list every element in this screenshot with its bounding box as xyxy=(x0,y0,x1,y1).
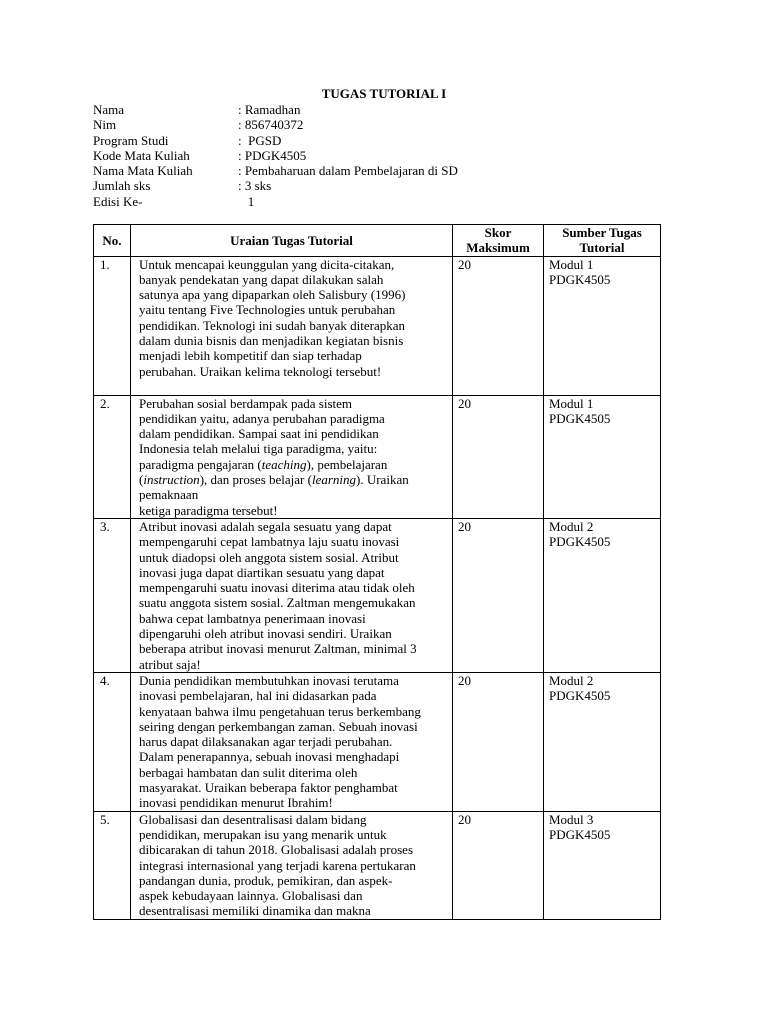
source-modul: Modul 2 xyxy=(549,672,594,688)
row-description xyxy=(131,672,453,811)
table-row xyxy=(94,811,661,919)
desc-emphasis: learning xyxy=(311,472,357,488)
table-row xyxy=(94,672,661,811)
info-value: : Ramadhan xyxy=(238,102,301,117)
row-description xyxy=(131,256,453,395)
info-value: : PDGK4505 xyxy=(238,147,307,163)
description-text: Untuk mencapai keunggulan yang dicita-citakan, banyak pendekatan yang dapat dilakukan salah satunya apa yang dipaparkan oleh Salisbury (1996) yaitu tentang Five Technologies untuk perubahan pendidikan. Teknologi ini sudah banyak diterapkan dalam dunia bisnis dan menjadikan kegiatan bisnis menjadi lebih kompetitif dan siap terhadap perubahan. Uraikan kelima teknologi tersebut! xyxy=(139,256,406,379)
row-score: 20 xyxy=(453,672,544,811)
row-source xyxy=(544,811,661,919)
info-row-nama-mata-kuliah xyxy=(93,163,458,178)
student-info xyxy=(93,102,458,209)
row-source xyxy=(544,395,661,518)
info-label: Nama Mata Kuliah xyxy=(93,163,193,179)
info-label: Kode Mata Kuliah xyxy=(93,147,190,163)
row-source xyxy=(544,256,661,395)
row-score: 20 xyxy=(453,395,544,518)
table-row xyxy=(94,518,661,672)
info-value: : 3 sks xyxy=(238,178,272,194)
source-code: PDGK4505 xyxy=(549,534,611,550)
description-text: Atribut inovasi adalah segala sesuatu yang dapat mempengaruhi cepat lambatnya laju suatu inovasi untuk diadopsi oleh anggota sistem sosial. Atribut inovasi juga dapat diartikan sesuatu yang dapat mempengaruhi suatu inovasi diterima atau tidak oleh suatu anggota sistem sosial. Zaltman mengemukakan bahwa cepat lambatnya penerimaan inovasi dipengaruhi oleh atribut inovasi sendiri. Uraikan beberapa atribut inovasi menurut Zaltman, minimal 3 atribut saja! xyxy=(139,518,417,672)
source-code: PDGK4505 xyxy=(549,410,611,426)
task-table xyxy=(93,224,661,920)
row-description xyxy=(131,811,453,919)
header-skor: Skor Maksimum xyxy=(453,225,544,257)
row-description xyxy=(131,395,453,518)
info-row-nim xyxy=(93,117,458,132)
row-number: 5. xyxy=(94,811,131,919)
row-number: 2. xyxy=(94,395,131,518)
info-row-kode-mata-kuliah xyxy=(93,148,458,163)
info-label: Edisi Ke- xyxy=(93,193,143,209)
row-score: 20 xyxy=(453,518,544,672)
source-modul: Modul 2 xyxy=(549,518,594,534)
info-label: Program Studi xyxy=(93,132,169,148)
desc-part: ). Uraikan pemaknaan ketiga paradigma tersebut! xyxy=(139,472,409,518)
info-row-jumlah-sks xyxy=(93,178,458,193)
row-number: 3. xyxy=(94,518,131,672)
source-modul: Modul 1 xyxy=(549,395,594,411)
row-source xyxy=(544,672,661,811)
description-text: Globalisasi dan desentralisasi dalam bidang pendidikan, merupakan isu yang menarik untuk dibicarakan di tahun 2018. Globalisasi adalah proses integrasi internasional yang terjadi karena pertukaran pandangan dunia, produk, pemikiran, dan aspek- aspek kebudayaan lainnya. Globalisasi dan desentralisasi memiliki dinamika dan makna xyxy=(139,811,416,919)
info-value: 1 xyxy=(238,193,255,209)
description-text xyxy=(139,396,448,518)
description-text: Dunia pendidikan membutuhkan inovasi terutama inovasi pembelajaran, hal ini didasarkan pada kenyataan bahwa ilmu pengetahuan terus berkembang seiring dengan perkembangan zaman. Sebuah inovasi harus dapat dilaksanakan agar terjadi perubahan. Dalam penerapannya, sebuah inovasi menghadapi berbagai hambatan dan sulit diterima oleh masyarakat. Uraikan beberapa faktor penghambat inovasi pendidikan menurut Ibrahim! xyxy=(139,672,421,811)
table-row xyxy=(94,256,661,395)
header-sumber: Sumber Tugas Tutorial xyxy=(544,225,661,257)
header-no: No. xyxy=(94,225,131,257)
row-score: 20 xyxy=(453,256,544,395)
desc-emphasis: instruction xyxy=(143,472,200,488)
info-value: : Pembaharuan dalam Pembelajaran di SD xyxy=(238,163,458,179)
info-row-nama xyxy=(93,102,458,117)
desc-part: Perubahan sosial berdampak pada sistem pendidikan yaitu, adanya perubahan paradigma dalam pendidikan. Sampai saat ini pendidikan Indonesia telah melalui tiga paradigma, yaitu: paradigma pengajaran ( xyxy=(139,395,385,472)
source-modul: Modul 3 xyxy=(549,811,594,827)
header-uraian: Uraian Tugas Tutorial xyxy=(131,225,453,257)
source-code: PDGK4505 xyxy=(549,688,611,704)
desc-emphasis: teaching xyxy=(261,456,307,472)
row-number: 1. xyxy=(94,256,131,395)
info-label: Jumlah sks xyxy=(93,178,151,194)
info-row-edisi xyxy=(93,194,458,209)
info-row-program-studi xyxy=(93,133,458,148)
source-code: PDGK4505 xyxy=(549,271,611,287)
info-value: : 856740372 xyxy=(238,117,304,133)
row-description xyxy=(131,518,453,672)
source-code: PDGK4505 xyxy=(549,826,611,842)
row-score: 20 xyxy=(453,811,544,919)
table-row xyxy=(94,395,661,518)
row-source xyxy=(544,518,661,672)
source-modul: Modul 1 xyxy=(549,256,594,272)
info-label: Nim xyxy=(93,117,117,133)
table-header-row xyxy=(94,225,661,257)
desc-part: ), dan proses belajar ( xyxy=(199,472,312,488)
document-title: TUGAS TUTORIAL I xyxy=(321,86,447,101)
row-number: 4. xyxy=(94,672,131,811)
info-value: : PGSD xyxy=(238,132,282,148)
info-label: Nama xyxy=(93,102,125,117)
desc-part: ), pembelajaran ( xyxy=(139,456,388,488)
